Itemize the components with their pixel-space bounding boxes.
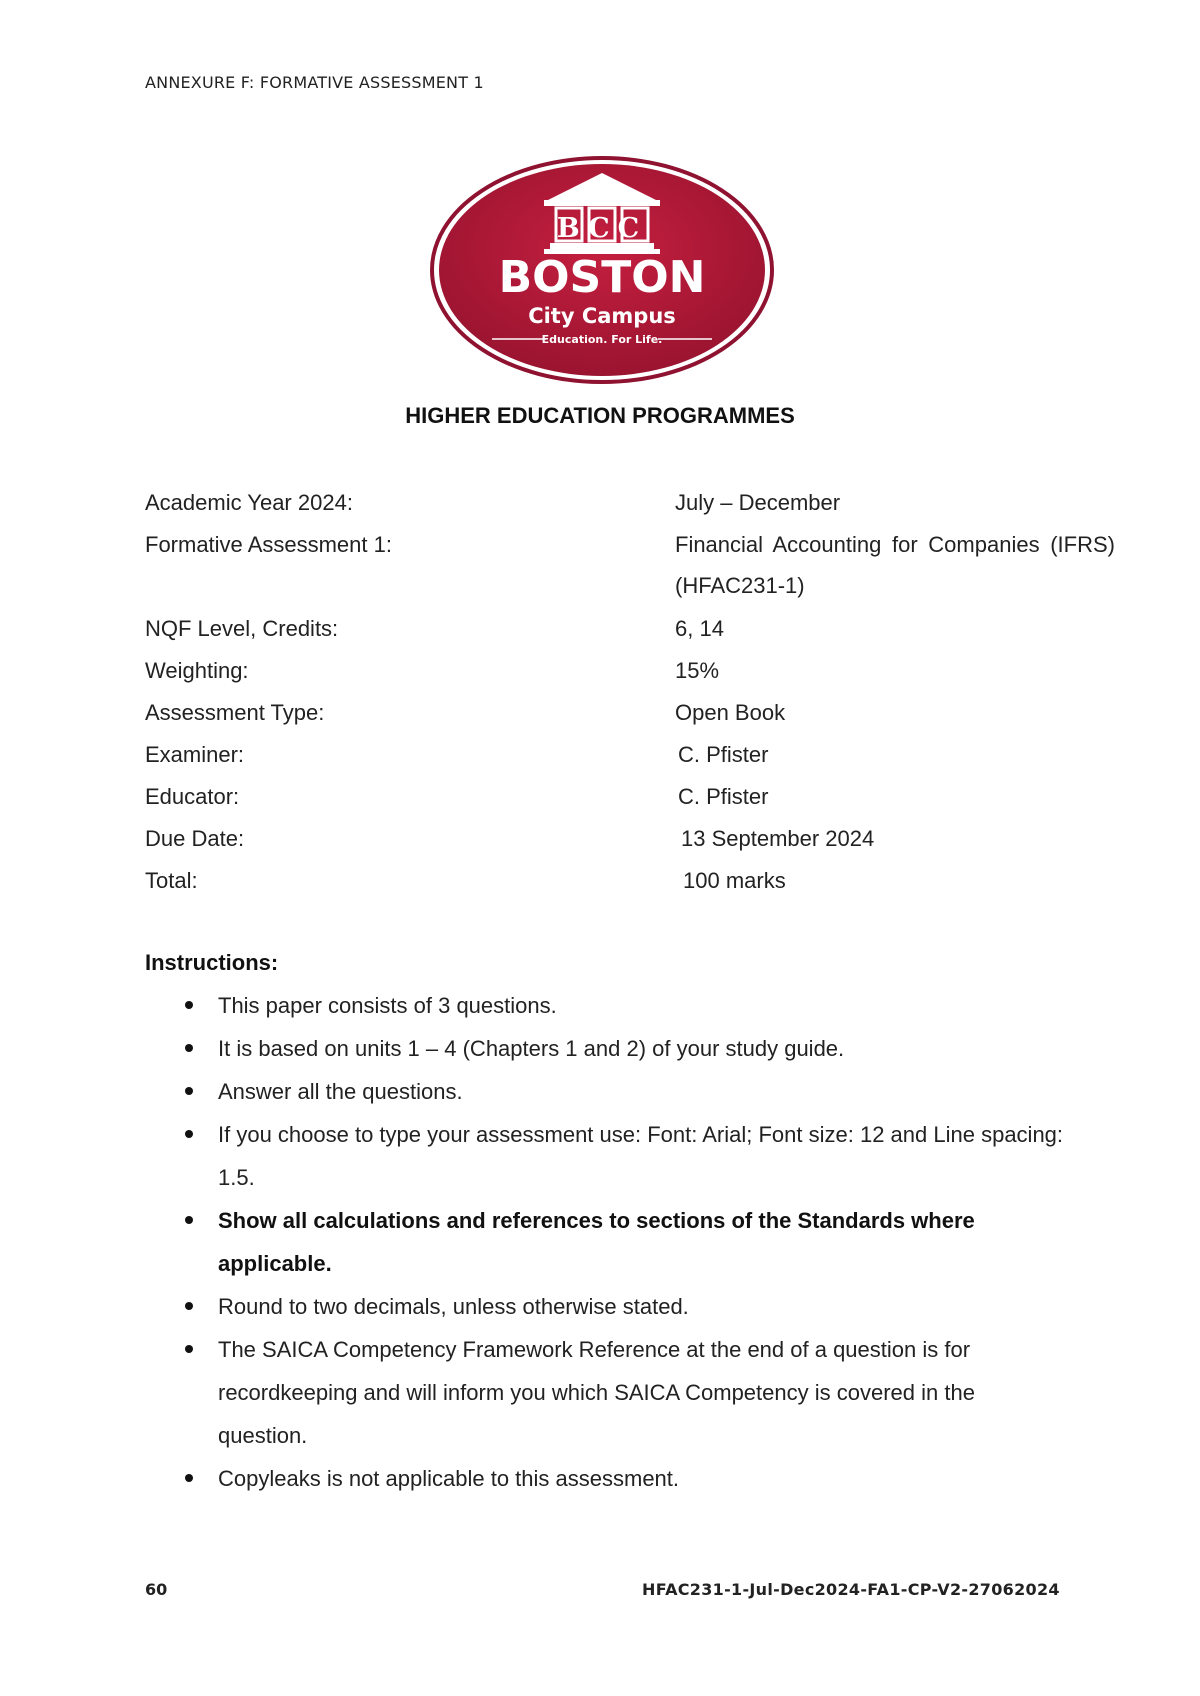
detail-value: Financial Accounting for Companies (IFRS) (HFAC231-1) <box>675 532 1115 598</box>
list-item <box>145 1113 1065 1199</box>
list-item-text: Answer all the questions. <box>218 1079 463 1104</box>
detail-row-academic-year <box>145 482 1115 524</box>
detail-label: Formative Assessment 1: <box>145 532 392 557</box>
page-number: 60 <box>145 1580 168 1599</box>
detail-label: Assessment Type: <box>145 700 325 725</box>
list-item-text: Show all calculations and references to sections of the Standards where applicable. <box>218 1208 975 1276</box>
list-item <box>145 1285 1065 1328</box>
detail-row-formative-assessment <box>145 524 1115 608</box>
list-item-text: The SAICA Competency Framework Reference at the end of a question is for recordkeeping and will inform you which SAICA Competency is covered in the question. <box>218 1337 975 1448</box>
list-item-text: This paper consists of 3 questions. <box>218 993 557 1018</box>
bullet-icon <box>185 1302 193 1310</box>
detail-value: C. Pfister <box>678 784 769 809</box>
detail-value: 13 September 2024 <box>681 826 875 851</box>
document-code: HFAC231-1-Jul-Dec2024-FA1-CP-V2-27062024 <box>642 1580 1060 1599</box>
logo-subtitle: City Campus <box>528 304 676 328</box>
assessment-details <box>145 482 1115 902</box>
list-item <box>145 1328 1065 1457</box>
boston-city-campus-logo <box>430 155 775 385</box>
detail-label: Examiner: <box>145 742 245 767</box>
list-item <box>145 1070 1065 1113</box>
detail-value: Open Book <box>675 700 786 725</box>
detail-row-due-date <box>145 818 1115 860</box>
list-item-text: It is based on units 1 – 4 (Chapters 1 and 2) of your study guide. <box>218 1036 845 1061</box>
detail-row-total <box>145 860 1115 902</box>
logo-initials: BCC <box>556 213 648 244</box>
bullet-icon <box>185 1087 193 1095</box>
detail-row-nqf-level <box>145 608 1115 650</box>
bullet-icon <box>185 1044 193 1052</box>
detail-label: NQF Level, Credits: <box>145 616 339 641</box>
bullet-icon <box>185 1001 193 1009</box>
bullet-icon <box>185 1216 193 1224</box>
list-item <box>145 1199 1065 1285</box>
detail-row-weighting <box>145 650 1115 692</box>
detail-row-assessment-type <box>145 692 1115 734</box>
list-item-text: Round to two decimals, unless otherwise stated. <box>218 1294 689 1319</box>
detail-value: C. Pfister <box>678 742 769 767</box>
detail-label: Weighting: <box>145 658 249 683</box>
detail-label: Total: <box>145 868 198 893</box>
detail-label: Educator: <box>145 784 240 809</box>
detail-row-examiner <box>145 734 1115 776</box>
detail-label: Due Date: <box>145 826 245 851</box>
instructions-heading: Instructions: <box>145 950 279 975</box>
detail-label: Academic Year 2024: <box>145 490 353 515</box>
detail-value: 15% <box>675 658 720 683</box>
detail-row-educator <box>145 776 1115 818</box>
document-title: HIGHER EDUCATION PROGRAMMES <box>405 403 795 428</box>
list-item <box>145 1457 1065 1500</box>
bullet-icon <box>185 1130 193 1138</box>
detail-value: 100 marks <box>683 868 786 893</box>
detail-value: 6, 14 <box>675 616 724 641</box>
bullet-icon <box>185 1474 193 1482</box>
instructions-section <box>145 942 1065 1500</box>
annexure-header: ANNEXURE F: FORMATIVE ASSESSMENT 1 <box>145 73 484 92</box>
detail-value: July – December <box>675 490 841 515</box>
bullet-icon <box>185 1345 193 1353</box>
list-item <box>145 1027 1065 1070</box>
logo-tagline: Education. For Life. <box>541 333 663 346</box>
instructions-list <box>145 984 1065 1500</box>
list-item <box>145 984 1065 1027</box>
logo-name: BOSTON <box>498 252 706 303</box>
list-item-text: Copyleaks is not applicable to this assessment. <box>218 1466 680 1491</box>
list-item-text: If you choose to type your assessment use: Font: Arial; Font size: 12 and Line spacing: 1.5. <box>218 1122 1064 1190</box>
